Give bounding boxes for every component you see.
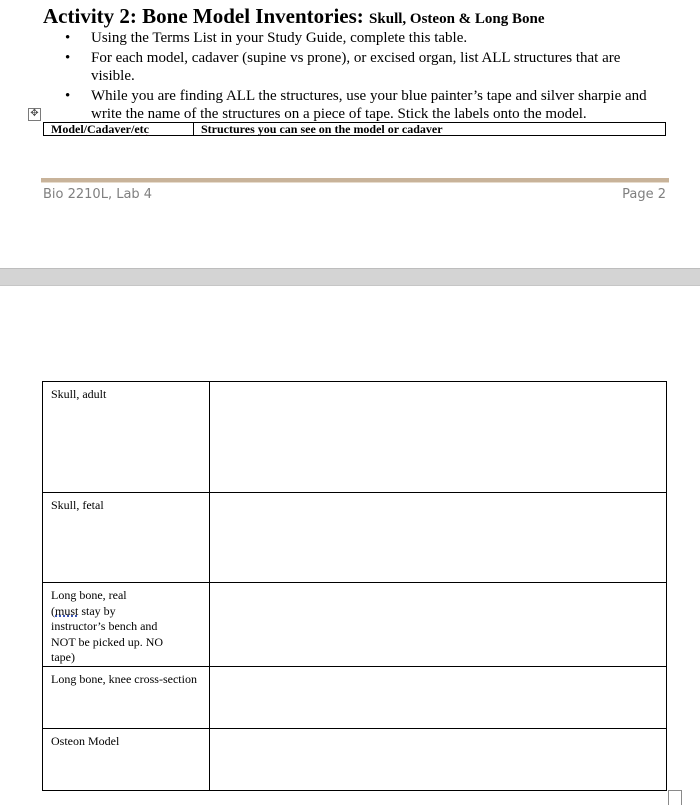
title-subtitle: Skull, Osteon & Long Bone [369, 11, 545, 27]
footer-page-label: Page [622, 187, 658, 202]
structures-cell[interactable] [210, 382, 667, 493]
row-label-cell[interactable]: Skull, fetal [43, 493, 210, 583]
structures-cell[interactable] [210, 583, 667, 667]
label-line: tape) [51, 650, 75, 664]
instruction-text: While you are finding ALL the structures, use your blue painter’s tape and silver sharpie and write the name of the structures on a piece of tape. Stick the labels onto the model. [91, 88, 647, 122]
structures-cell[interactable] [210, 729, 667, 791]
bullet-icon: • [65, 50, 71, 66]
bullet-icon: • [65, 30, 71, 46]
document-page-1 [0, 0, 700, 268]
row-label-cell[interactable]: Long bone, knee cross-section [43, 667, 210, 729]
instruction-item [62, 49, 662, 85]
inventory-table-header [43, 122, 666, 136]
instruction-list [62, 29, 662, 125]
instruction-text: Using the Terms List in your Study Guide, complete this table. [91, 30, 468, 46]
label-paren: ( [51, 603, 55, 618]
activity-title [43, 4, 545, 31]
table-move-handle-icon[interactable]: ✥ [28, 108, 41, 121]
label-line: NOT be picked up. NO [51, 634, 164, 649]
header-cell-structures[interactable]: Structures you can see on the model or cadaver [201, 123, 443, 135]
table-row [43, 493, 667, 583]
header-cell-model[interactable] [44, 123, 194, 135]
spellcheck-word[interactable]: etc [134, 123, 149, 135]
table-row [43, 729, 667, 791]
row-label-cell[interactable] [43, 583, 210, 667]
row-label-cell[interactable]: Skull, adult [43, 382, 210, 493]
footer-page-value: 2 [657, 187, 666, 202]
bullet-icon: • [65, 88, 71, 104]
page-corner-marker [668, 790, 682, 805]
label-line: Long bone, real [51, 588, 127, 602]
footer-page-number [622, 187, 666, 202]
inventory-table [42, 381, 667, 791]
header-model-text: Model/Cadaver/ [51, 123, 135, 135]
structures-cell[interactable] [210, 493, 667, 583]
footer-divider-shadow [41, 182, 669, 183]
table-row [43, 583, 667, 667]
title-main: Activity 2: Bone Model Inventories: [43, 4, 364, 28]
instruction-text: For each model, cadaver (supine vs prone), or excised organ, list ALL structures that are visible. [91, 50, 621, 84]
page-gap [0, 268, 700, 286]
grammar-flag-word[interactable]: must [55, 603, 79, 618]
table-row [43, 667, 667, 729]
row-label-cell[interactable]: Osteon Model [43, 729, 210, 791]
label-line: instructor’s bench and [51, 619, 158, 633]
instruction-item [62, 29, 662, 47]
footer-course: Bio 2210L, Lab 4 [43, 187, 153, 202]
label-line: stay by [78, 603, 116, 618]
instruction-item [62, 87, 662, 123]
structures-cell[interactable] [210, 667, 667, 729]
table-row [43, 382, 667, 493]
